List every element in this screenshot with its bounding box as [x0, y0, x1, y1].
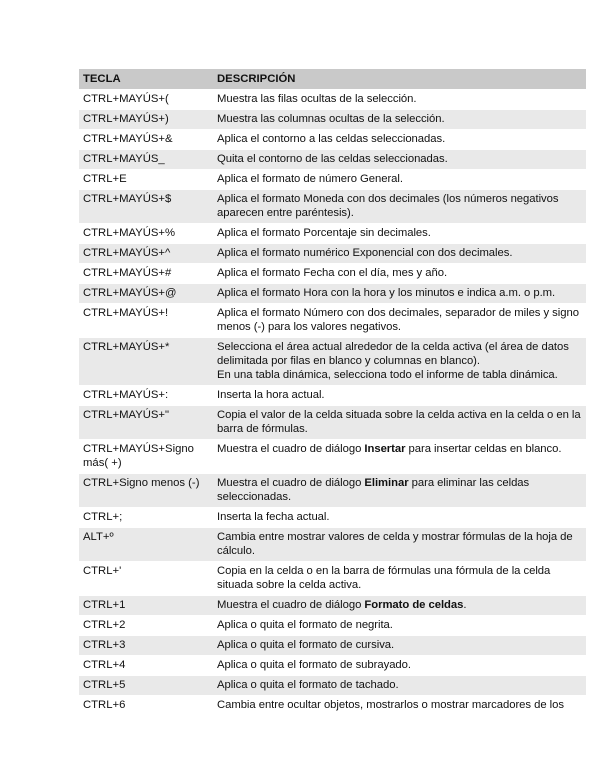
shortcut-key: CTRL+MAYÚS+%: [79, 224, 213, 244]
shortcut-description: [213, 440, 586, 474]
table-row: [79, 508, 586, 528]
table-row: [79, 440, 586, 474]
shortcut-description: Cambia entre ocultar objetos, mostrarlos o mostrar marcadores de los: [213, 696, 586, 716]
shortcut-description: Aplica o quita el formato de tachado.: [213, 676, 586, 696]
table-row: [79, 474, 586, 508]
table-row: [79, 170, 586, 190]
shortcut-key: CTRL+MAYÚS_: [79, 150, 213, 170]
shortcut-key: CTRL+Signo menos (-): [79, 474, 213, 508]
table-row: [79, 244, 586, 264]
shortcut-key: CTRL+3: [79, 636, 213, 656]
table-row: [79, 190, 586, 224]
shortcut-description: Copia el valor de la celda situada sobre la celda activa en la celda o en la barra de fórmulas.: [213, 406, 586, 440]
table-row: [79, 596, 586, 616]
description-text: para eliminar las celdas seleccionadas.: [217, 477, 530, 503]
dialog-name-bold: Eliminar: [364, 477, 409, 489]
description-line: Selecciona el área actual alrededor de la celda activa (el área de datos delimitada por filas en blanco y columnas en blanco).: [217, 341, 569, 367]
shortcut-key: CTRL+MAYÚS+*: [79, 338, 213, 386]
shortcut-description: [213, 338, 586, 386]
shortcut-description: Copia en la celda o en la barra de fórmulas una fórmula de la celda situada sobre la celda activa.: [213, 562, 586, 596]
description-text: .: [463, 599, 467, 611]
shortcut-key: CTRL+6: [79, 696, 213, 716]
table-row: [79, 676, 586, 696]
description-text: Muestra el cuadro de diálogo: [217, 443, 365, 455]
table-row: [79, 304, 586, 338]
shortcut-description: Aplica o quita el formato de subrayado.: [213, 656, 586, 676]
description-text: Muestra el cuadro de diálogo: [217, 477, 365, 489]
shortcut-description: Inserta la fecha actual.: [213, 508, 586, 528]
shortcut-key: CTRL+4: [79, 656, 213, 676]
shortcut-description: Muestra las filas ocultas de la selección.: [213, 90, 586, 110]
shortcut-key: CTRL+MAYÚS+Signo más( +): [79, 440, 213, 474]
shortcut-description: Quita el contorno de las celdas seleccionadas.: [213, 150, 586, 170]
shortcut-key: ALT+º: [79, 528, 213, 562]
shortcut-key: CTRL+MAYÚS+^: [79, 244, 213, 264]
table-row: [79, 338, 586, 386]
shortcut-key: CTRL+': [79, 562, 213, 596]
table-row: [79, 90, 586, 110]
table-row: [79, 150, 586, 170]
description-text: para insertar celdas en blanco.: [405, 443, 562, 455]
shortcut-key: CTRL+1: [79, 596, 213, 616]
shortcut-description: Cambia entre mostrar valores de celda y mostrar fórmulas de la hoja de cálculo.: [213, 528, 586, 562]
table-row: [79, 636, 586, 656]
shortcut-key: CTRL+MAYÚS+!: [79, 304, 213, 338]
shortcut-description: Aplica el formato Hora con la hora y los minutos e indica a.m. o p.m.: [213, 284, 586, 304]
dialog-name-bold: Insertar: [364, 443, 406, 455]
shortcut-key: CTRL+MAYÚS+@: [79, 284, 213, 304]
table-row: [79, 616, 586, 636]
shortcut-description: Aplica el formato Porcentaje sin decimales.: [213, 224, 586, 244]
table-row: [79, 264, 586, 284]
shortcut-description: Aplica el formato de número General.: [213, 170, 586, 190]
shortcut-description: Aplica el formato Fecha con el día, mes y año.: [213, 264, 586, 284]
column-header-key: TECLA: [79, 69, 213, 90]
shortcut-description: Aplica el formato Moneda con dos decimales (los números negativos aparecen entre paréntesis).: [213, 190, 586, 224]
shortcut-description: Aplica el formato Número con dos decimales, separador de miles y signo menos (-) para los valores negativos.: [213, 304, 586, 338]
shortcut-description: [213, 474, 586, 508]
shortcut-key: CTRL+MAYÚS+(: [79, 90, 213, 110]
description-text: Muestra el cuadro de diálogo: [217, 599, 365, 611]
table-row: [79, 562, 586, 596]
shortcut-description: Aplica o quita el formato de negrita.: [213, 616, 586, 636]
shortcut-key: CTRL+;: [79, 508, 213, 528]
table-header-row: [79, 69, 586, 90]
description-line: En una tabla dinámica, selecciona todo el informe de tabla dinámica.: [217, 369, 558, 381]
shortcuts-table: [79, 69, 586, 716]
table-row: [79, 696, 586, 716]
shortcut-key: CTRL+MAYÚS+): [79, 110, 213, 130]
table-row: [79, 656, 586, 676]
shortcut-key: CTRL+2: [79, 616, 213, 636]
shortcut-key: CTRL+MAYÚS+&: [79, 130, 213, 150]
shortcut-key: CTRL+MAYÚS+:: [79, 386, 213, 406]
shortcut-description: Aplica el formato numérico Exponencial con dos decimales.: [213, 244, 586, 264]
shortcut-key: CTRL+5: [79, 676, 213, 696]
table-row: [79, 130, 586, 150]
shortcut-description: [213, 596, 586, 616]
shortcut-description: Aplica o quita el formato de cursiva.: [213, 636, 586, 656]
table-row: [79, 110, 586, 130]
table-row: [79, 406, 586, 440]
shortcut-description: Inserta la hora actual.: [213, 386, 586, 406]
shortcut-key: CTRL+MAYÚS+$: [79, 190, 213, 224]
shortcut-key: CTRL+E: [79, 170, 213, 190]
column-header-description: DESCRIPCIÓN: [213, 69, 586, 90]
table-row: [79, 528, 586, 562]
shortcut-description: Aplica el contorno a las celdas seleccionadas.: [213, 130, 586, 150]
table-row: [79, 224, 586, 244]
shortcut-description: Muestra las columnas ocultas de la selección.: [213, 110, 586, 130]
table-row: [79, 386, 586, 406]
table-row: [79, 284, 586, 304]
dialog-name-bold: Formato de celdas: [364, 599, 464, 611]
shortcut-key: CTRL+MAYÚS+": [79, 406, 213, 440]
shortcut-key: CTRL+MAYÚS+#: [79, 264, 213, 284]
